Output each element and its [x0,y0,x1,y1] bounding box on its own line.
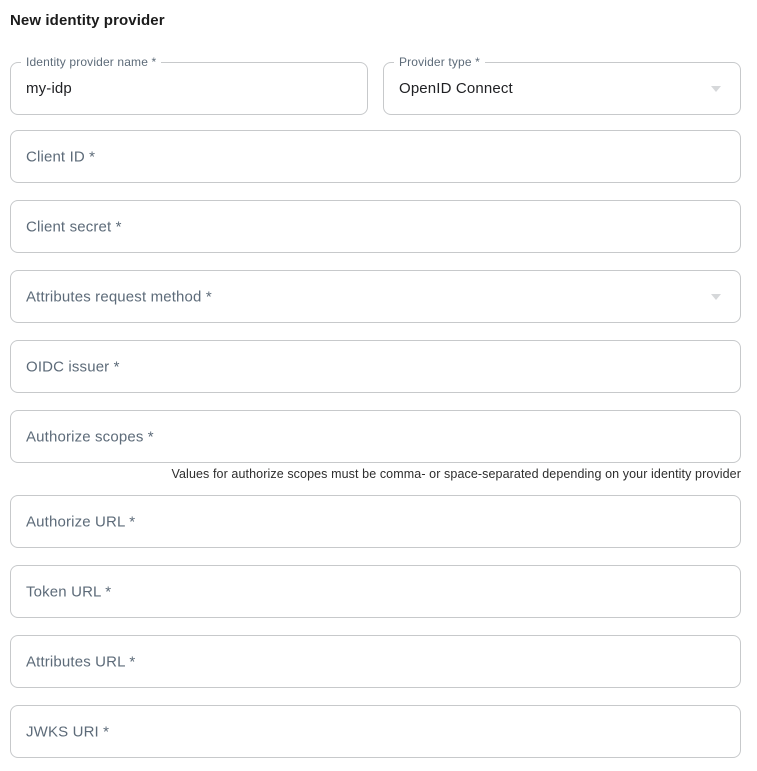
token-url-input[interactable] [11,566,740,617]
oidc-issuer-label: OIDC issuer * [26,358,120,375]
provider-type-select[interactable] [383,55,741,115]
provider-type-label: Provider type * [394,55,485,69]
identity-provider-name-label: Identity provider name * [21,55,161,69]
attributes-request-method-value[interactable] [11,271,740,322]
client-id-label: Client ID * [26,148,96,165]
token-url-label: Token URL * [26,583,112,600]
authorize-url-label: Authorize URL * [26,513,136,530]
client-secret-field[interactable] [10,200,741,253]
jwks-uri-field[interactable] [10,705,741,758]
attributes-url-field[interactable] [10,635,741,688]
jwks-uri-input[interactable] [11,706,740,757]
attributes-url-label: Attributes URL * [26,653,136,670]
jwks-uri-label: JWKS URI * [26,723,110,740]
identity-provider-name-field[interactable] [10,55,368,115]
client-id-input[interactable] [11,131,740,182]
name-and-type-row [10,55,741,115]
authorize-scopes-label: Authorize scopes * [26,428,154,445]
authorize-scopes-input[interactable] [11,411,740,462]
authorize-scopes-field[interactable] [10,410,741,463]
client-secret-input[interactable] [11,201,740,252]
authorize-scopes-helper-text: Values for authorize scopes must be comma- or space-separated depending on your identity provider [171,467,741,481]
client-id-field[interactable] [10,130,741,183]
page-title: New identity provider [10,12,165,29]
identity-provider-name-input[interactable] [11,63,367,114]
provider-type-value[interactable] [384,63,740,114]
authorize-url-input[interactable] [11,496,740,547]
client-secret-label: Client secret * [26,218,122,235]
attributes-request-method-select[interactable] [10,270,741,323]
attributes-url-input[interactable] [11,636,740,687]
oidc-issuer-field[interactable] [10,340,741,393]
token-url-field[interactable] [10,565,741,618]
attributes-request-method-label: Attributes request method * [26,288,212,305]
oidc-issuer-input[interactable] [11,341,740,392]
authorize-url-field[interactable] [10,495,741,548]
